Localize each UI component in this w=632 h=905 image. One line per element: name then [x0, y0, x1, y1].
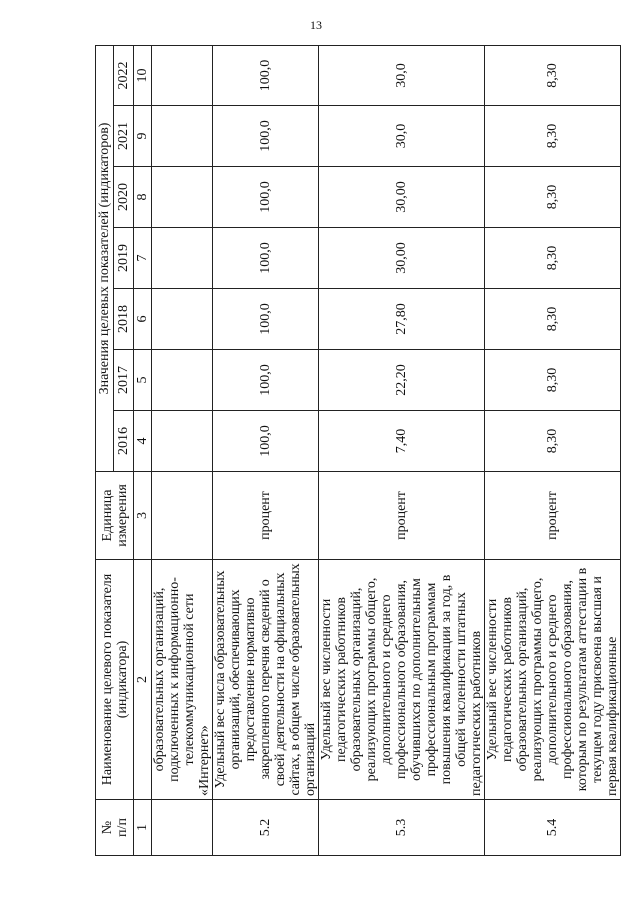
indicator-name: Удельный вес числа образовательных организаций, обеспечивающих предоставление нормативно закрепленного перечня сведений о своей деятельности на официальных сайтах, в общем числе образовательных организаций — [213, 560, 319, 800]
value-cell: 8,30 — [485, 350, 621, 411]
table-row — [485, 45, 621, 855]
value-cell — [152, 167, 213, 228]
table-row — [319, 45, 485, 855]
value-cell: 22,20 — [319, 350, 485, 411]
column-number: 5 — [134, 350, 152, 411]
value-cell: 100,0 — [213, 167, 319, 228]
value-cell: 8,30 — [485, 228, 621, 289]
value-cell: 8,30 — [485, 411, 621, 472]
value-cell — [152, 228, 213, 289]
column-number: 6 — [134, 289, 152, 350]
value-cell: 7,40 — [319, 411, 485, 472]
value-cell: 8,30 — [485, 106, 621, 167]
value-cell: 8,30 — [485, 45, 621, 105]
value-cell: 100,0 — [213, 106, 319, 167]
column-number: 9 — [134, 106, 152, 167]
header-unit: Единица измерения — [96, 472, 134, 560]
column-number: 8 — [134, 167, 152, 228]
value-cell: 30,0 — [319, 45, 485, 105]
value-cell: 30,00 — [319, 228, 485, 289]
header-year: 2016 — [114, 411, 134, 472]
value-cell: 100,0 — [213, 289, 319, 350]
rotated-table-wrapper — [95, 46, 625, 856]
unit-cell — [152, 472, 213, 560]
header-name: Наименование целевого показателя (индикатора) — [96, 560, 134, 800]
value-cell — [152, 411, 213, 472]
value-cell: 30,00 — [319, 167, 485, 228]
value-cell — [152, 289, 213, 350]
unit-cell: процент — [485, 472, 621, 560]
row-number: 5.2 — [213, 800, 319, 856]
value-cell: 100,0 — [213, 411, 319, 472]
unit-cell: процент — [319, 472, 485, 560]
header-values-group: Значения целевых показателей (индикаторов) — [96, 45, 114, 471]
value-cell: 100,0 — [213, 45, 319, 105]
value-cell — [152, 45, 213, 105]
indicators-table — [95, 45, 621, 856]
row-number: 5.3 — [319, 800, 485, 856]
header-year: 2020 — [114, 167, 134, 228]
value-cell — [152, 350, 213, 411]
value-cell: 27,80 — [319, 289, 485, 350]
value-cell: 8,30 — [485, 289, 621, 350]
column-number: 10 — [134, 45, 152, 105]
value-cell: 100,0 — [213, 350, 319, 411]
column-number: 1 — [134, 800, 152, 856]
row-number — [152, 800, 213, 856]
column-number: 4 — [134, 411, 152, 472]
header-year: 2019 — [114, 228, 134, 289]
header-year: 2018 — [114, 289, 134, 350]
indicator-name: образовательных организаций, подключенных к информационно-телекоммуникационной сети «Интернет» — [152, 560, 213, 800]
value-cell: 8,30 — [485, 167, 621, 228]
value-cell: 30,0 — [319, 106, 485, 167]
indicator-name: Удельный вес численности педагогических работников образовательных организаций, реализующих программы общего, дополнительного и среднего профессионального образования, которым по результатам аттестации в текущем году присвоена высшая и первая квалификационные — [485, 560, 621, 800]
value-cell — [152, 106, 213, 167]
column-number: 3 — [134, 472, 152, 560]
table-row — [152, 45, 213, 855]
unit-cell: процент — [213, 472, 319, 560]
indicator-name: Удельный вес численности педагогических работников образовательных организаций, реализующих программы общего, дополнительного и среднего профессионального образования, обучившихся по дополнительным профессиональным программам повышения квалификации за год, в общей численности штатных педагогических работников — [319, 560, 485, 800]
column-number: 2 — [134, 560, 152, 800]
header-no: № п/п — [96, 800, 134, 856]
header-year: 2022 — [114, 45, 134, 105]
table-row — [213, 45, 319, 855]
row-number: 5.4 — [485, 800, 621, 856]
value-cell: 100,0 — [213, 228, 319, 289]
header-year: 2021 — [114, 106, 134, 167]
column-number: 7 — [134, 228, 152, 289]
page-number: 13 — [310, 18, 322, 32]
header-year: 2017 — [114, 350, 134, 411]
